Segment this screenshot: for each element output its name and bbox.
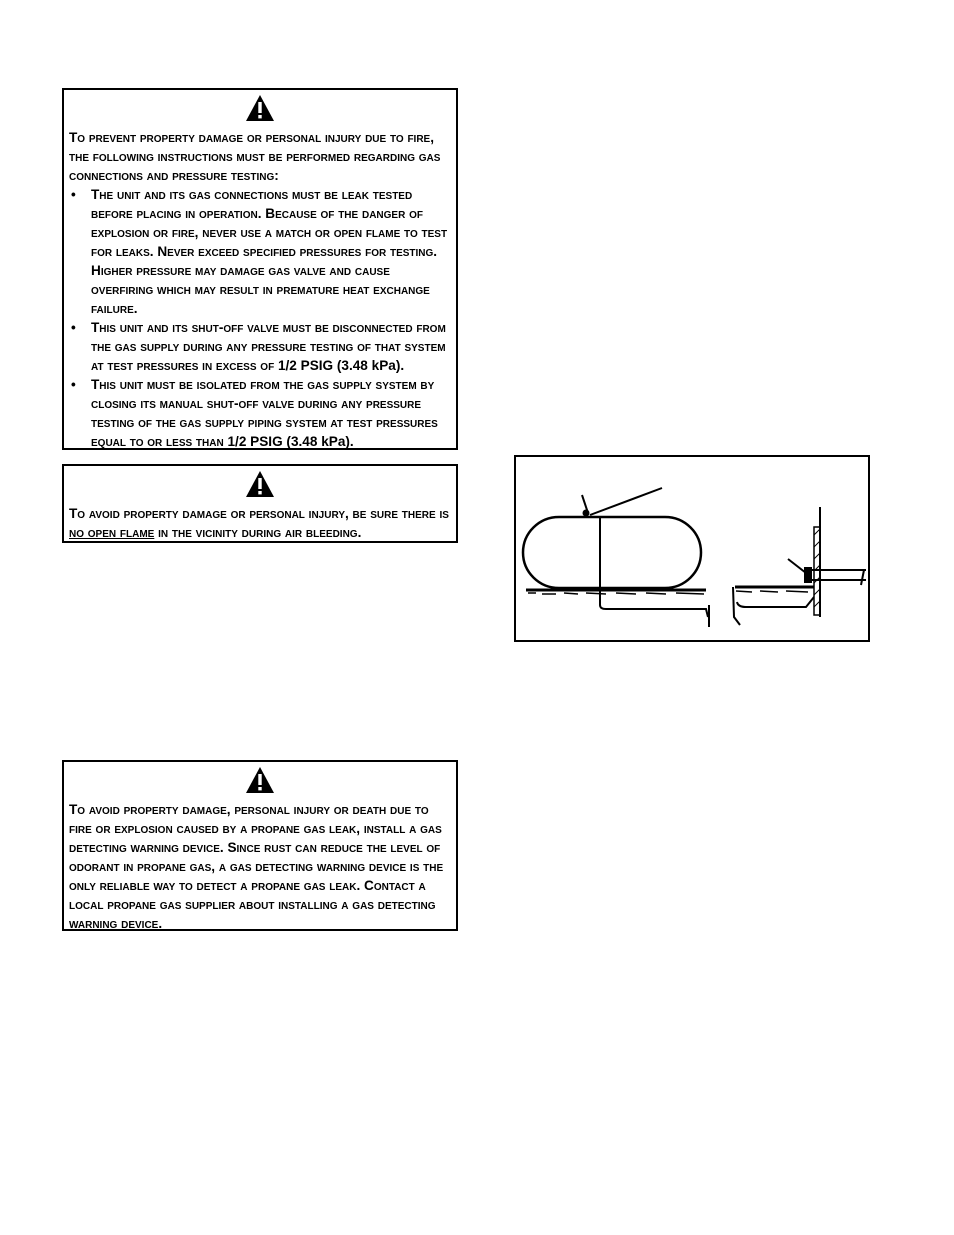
warning-box-gas-testing <box>62 88 458 450</box>
warning-bullet-3: • This unit must be isolated from the gas supply system by closing its manual shut-off valve during any pressure testing of the gas supply piping system at test pressures equal to or less than 1/2 PSIG (3.48 kPa). <box>69 375 451 451</box>
warning-propane-leak-text: To avoid property damage, personal injury or death due to fire or explosion caused by a propane gas leak, install a gas detecting warning device. Since rust can reduce the level of odorant in propane gas, a gas detecting warning device is the only reliable way to detect a propane gas leak. Contact a local propane gas supplier about installing a gas detecting warning device. <box>69 802 444 931</box>
warning-bullet-2: • This unit and its shut-off valve must be disconnected from the gas supply during any pressure testing of that system at test pressures in excess of 1/2 PSIG (3.48 kPa). <box>69 318 451 375</box>
warning-bullet-list <box>69 185 451 451</box>
warning-bullet-1: • The unit and its gas connections must be leak tested before placing in operation. Because of the danger of explosion or fire, never use a match or open flame to test for leaks. Never exceed specified pressures for testing. Higher pressure may damage gas valve and cause overfiring which may result in premature heat exchange failure. <box>69 185 451 318</box>
warning-intro-text: To prevent property damage or personal injury due to fire, the following instructions must be performed regarding gas connections and pressure testing: <box>69 130 441 183</box>
warning-triangle-icon <box>245 470 275 498</box>
pressure-value: 1/2 PSIG (3.48 kPa). <box>227 434 354 449</box>
propane-tank-diagram <box>516 457 868 640</box>
propane-tank-figure <box>514 455 870 642</box>
pressure-value: 1/2 PSIG (3.48 kPa). <box>277 358 405 373</box>
no-open-flame-underlined: no open flame <box>69 525 155 540</box>
warning-triangle-icon <box>245 766 275 794</box>
propane-tank <box>523 517 701 588</box>
warning-box-propane-leak <box>62 760 458 931</box>
warning-box-air-bleeding <box>62 464 458 543</box>
warning-triangle-icon <box>245 94 275 122</box>
warning-air-bleeding-text: To avoid property damage or personal injury, be sure there is no open flame in the vicinity during air bleeding. <box>69 506 449 540</box>
